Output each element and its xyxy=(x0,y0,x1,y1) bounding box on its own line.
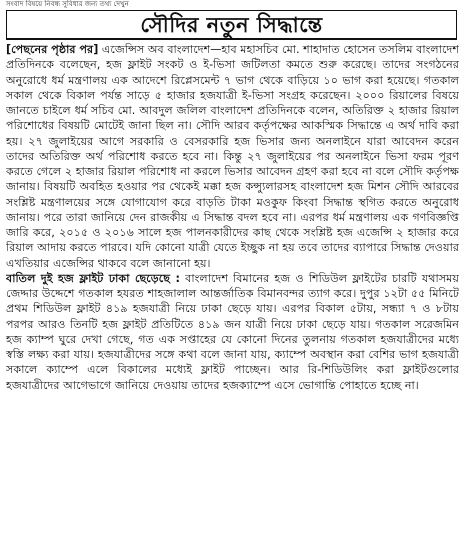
paragraph-2-text: বাংলাদেশ বিমানের হজ ও শিডিউল ফ্লাইটের চারটি যথাসময় জেদ্দার উদ্দেশে গতকাল হযরত শাহজালাল আন্তর্জাতিক বিমানবন্দর ত্যাগ করে। দুপুর ১২টা ৫৫ মিনিটে প্রথম শিডিউল ফ্লাইট ৪১৯ হজযাত্রী নিয়ে ঢাকা ছেড়ে যায়। এরপর বিকাল ৫টায়, সন্ধ্যা ৭ ও ৮টায় পরপর আরও তিনটি হজ ফ্লাইট প্রতিটিতে ৪১৯ জন যাত্রী নিয়ে ঢাকা ছেড়ে যায়। গতকাল সরেজমিন হজ ক্যাম্প ঘুরে দেখা গেছে, গত এক সপ্তাহের যে কোনো দিনের তুলনায় গতকাল হজযাত্রীদের মধ্যে স্বস্তি লক্ষ্য করা যায়। হজযাত্রীদের সঙ্গে কথা বলে জানা যায়, ক্যাম্পে অবস্থান করা বেশির ভাগ হজযাত্রী সকালে ক্যাম্পে এলে বিকালের মধ্যেই ফ্লাইট পাচ্ছেন। আর রি-শিডিউলিং করা ফ্লাইটগুলোর হজযাত্রীদের আগেভাগে জানিয়ে দেওয়ায় তাদের হজক্যাম্পে এসে ভোগান্তি পোহাতে হচ্ছে না। xyxy=(6,271,459,392)
paragraph-1 xyxy=(6,42,459,271)
subheading-flights: বাতিল দুই হজ ফ্লাইট ঢাকা ছেড়েছে : xyxy=(6,271,180,285)
paragraph-1-text: এজেন্সিস অব বাংলাদেশ—হাব মহাসচিব মো. শাহাদাত হোসেন তসলিম বাংলাদেশ প্রতিদিনকে বলেছেন, হজ ফ্লাইট সংকট ও ই-ভিসা জটিলতা কমতে শুরু করেছে। তাদের সংগঠনের অনুরোধে ধর্ম মন্ত্রণালয় এক আদেশে রিপ্লেসমেন্ট ৭ ভাগ থেকে বাড়িয়ে ১০ ভাগ করা হয়েছে। গতকাল সকাল থেকে বিকাল পর্যন্ত সাড়ে ৫ হাজার হজযাত্রী ই-ভিসা সংগ্রহ করেছেন। ২০০০ রিয়ালের বিষয়ে জানতে চাইলে ধর্ম সচিব মো. আবদুল জলিল বাংলাদেশ প্রতিদিনকে বলেন, অতিরিক্ত ২ হাজার রিয়াল পরিশোধের বিষয়টি মোটেই জানা ছিল না। সৌদি আরব কর্তৃপক্ষের আকস্মিক সিদ্ধান্তে এ অর্থ দাবি করা হয়। ২৭ জুলাইয়ের আগে সরকারি ও বেসরকারি হজ ভিসার জন্য অনলাইনে যারা আবেদন করেন তাদের অতিরিক্ত অর্থ পরিশোধ করতে হবে না। কিন্তু ২৭ জুলাইয়ের পর অনলাইনে ভিসা ফরম পূরণ করতে গেলে ২ হাজার রিয়াল পরিশোধ না করলে ভিসার আবেদন গ্রহণ করা হবে না বলে সৌদি কর্তৃপক্ষ জানায়। বিষয়টি অবহিত হওয়ার পর থেকেই মক্কা হজ কন্স্যুলারসহ বাংলাদেশ হজ মিশন সৌদি আরবের সংশ্লিষ্ট মন্ত্রণালয়ের সঙ্গে যোগাযোগ করে বাড়তি টাকা মওকুফ কিংবা সিদ্ধান্ত স্থগিত করতে অনুরোধ জানায়। পরে তারা জানিয়ে দেন রাজকীয় এ সিদ্ধান্ত বদল হবে না। এরপর ধর্ম মন্ত্রণালয় এক গণবিজ্ঞপ্তি জারি করে, ২০১৫ ও ২০১৬ সালে হজ পালনকারীদের কাছ থেকে সংশ্লিষ্ট হজ এজেন্সি ২ হাজার করে রিয়াল আদায় করতে পারবে। যদি কোনো যাত্রী যেতে ইচ্ছুক না হয় তবে তাদের ব্যাপারে সিদ্ধান্ত দেওয়ার এখতিয়ার এজেন্সির থাকবে বলে জানানো হয়। xyxy=(6,43,459,270)
headline: সৌদির নতুন সিদ্ধান্তে xyxy=(140,11,323,37)
cropped-previous-line: সংবাদ বিষয়ে নিবন্ধ সুবিধার জন্য তথ্য দেখুন xyxy=(6,0,129,8)
continued-from-label: [পেছনের পৃষ্ঠার পর] xyxy=(6,43,99,56)
headline-box xyxy=(6,10,457,40)
article-body xyxy=(6,42,459,532)
paragraph-2 xyxy=(6,271,459,393)
